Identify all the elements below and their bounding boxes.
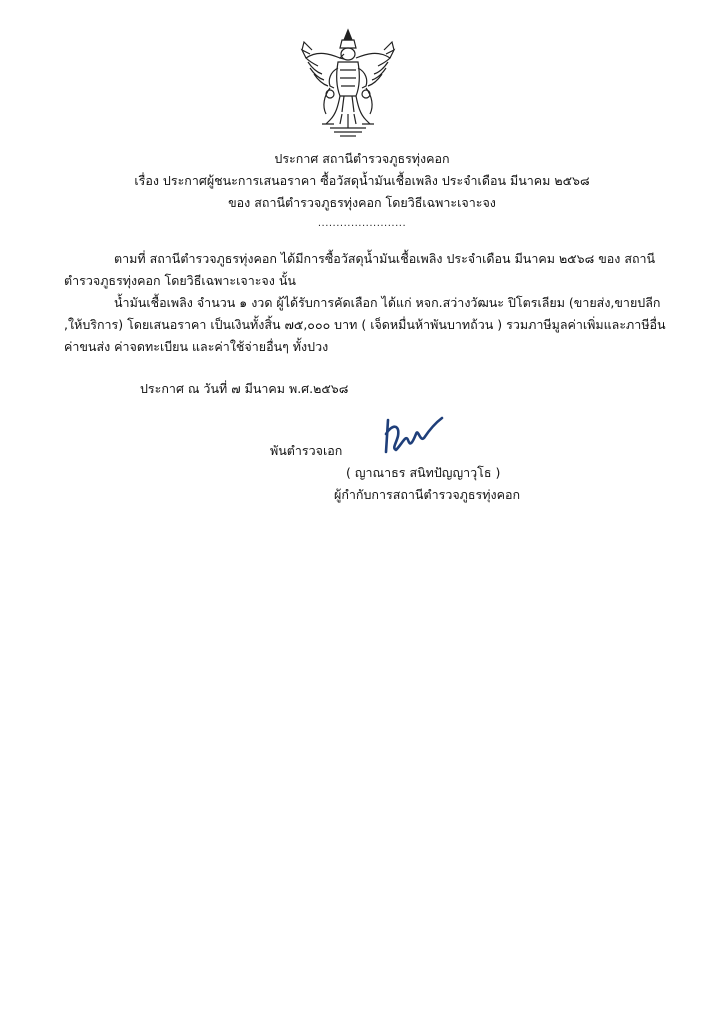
garuda-emblem-icon [300,28,396,140]
announcement-title: ประกาศ สถานีตำรวจภูธรทุ่งคอก [274,151,450,166]
paragraph-1-line-1: ตามที่ สถานีตำรวจภูธรทุ่งคอก ได้มีการซื้อวัสดุน้ำมันเชื้อเพลิง ประจำเดือน มีนาคม ๒๕๖๘ ของ สถานี [114,251,656,266]
announcement-issuer: ของ สถานีตำรวจภูธรทุ่งคอก โดยวิธีเฉพาะเจาะจง [228,195,496,210]
signatory-name: ( ญาณาธร สนิทปัญญาวุโธ ) [346,465,501,480]
separator-dots: ........................ [317,218,407,229]
paragraph-2-line-2: ,ให้บริการ) โดยเสนอราคา เป็นเงินทั้งสิ้น ๗๕,๐๐๐ บาท ( เจ็ดหมื่นห้าพันบาทถ้วน ) รวมภาษีมูลค่าเพิ่มและภาษีอื่น [64,317,666,332]
announcement-date: ประกาศ ณ วันที่ ๗ มีนาคม พ.ศ.๒๕๖๘ [140,381,349,396]
paragraph-2-line-3: ค่าขนส่ง ค่าจดทะเบียน และค่าใช้จ่ายอื่นๆ ทั้งปวง [64,339,329,354]
signatory-rank: พันตำรวจเอก [270,443,343,458]
paragraph-2-line-1: น้ำมันเชื้อเพลิง จำนวน ๑ งวด ผู้ได้รับการคัดเลือก ได้แก่ หจก.สว่างวัฒนะ ปิโตรเลียม (ขายส่ง,ขายปลีก [114,295,661,310]
paragraph-1-line-2: ตำรวจภูธรทุ่งคอก โดยวิธีเฉพาะเจาะจง นั้น [64,273,296,288]
signature-mark [378,414,448,456]
signatory-position: ผู้กำกับการสถานีตำรวจภูธรทุ่งคอก [334,487,521,502]
announcement-subject: เรื่อง ประกาศผู้ชนะการเสนอราคา ซื้อวัสดุน้ำมันเชื้อเพลิง ประจำเดือน มีนาคม ๒๕๖๘ [134,173,590,188]
